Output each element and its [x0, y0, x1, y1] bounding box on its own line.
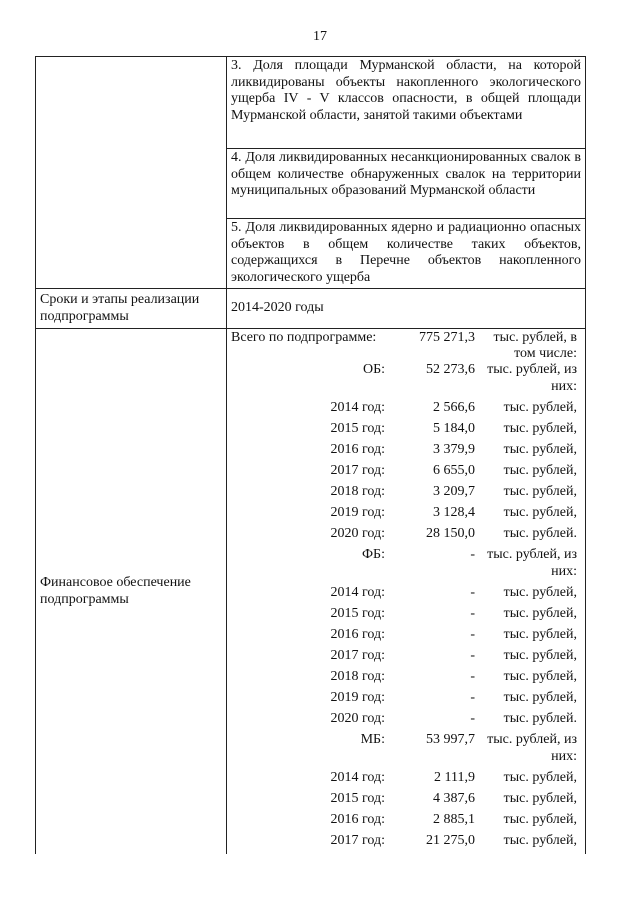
- financing-line-label: 2016 год:: [330, 442, 385, 457]
- financing-line-value: 28 150,0: [426, 526, 475, 541]
- financing-rows: [231, 330, 579, 853]
- financing-line: [231, 421, 579, 441]
- financing-line-label: 2017 год:: [330, 833, 385, 848]
- financing-line-unit: тыс. рублей,: [503, 648, 577, 663]
- financing-line-label: ОБ:: [362, 362, 385, 377]
- financing-line-label: 2015 год:: [330, 606, 385, 621]
- financing-line-value: -: [470, 585, 475, 600]
- financing-line: [231, 362, 579, 398]
- financing-line-value: -: [470, 547, 475, 562]
- financing-line: [231, 732, 579, 768]
- timeline-value: 2014-2020 годы: [227, 289, 586, 329]
- financing-line-unit: тыс. рублей, из них:: [487, 547, 577, 579]
- financing-line-unit: тыс. рублей,: [503, 690, 577, 705]
- financing-line-unit: тыс. рублей,: [503, 400, 577, 415]
- indicator-cell: [227, 57, 586, 149]
- financing-line: [231, 330, 579, 362]
- indicator-cell: [227, 149, 586, 219]
- financing-line-unit: тыс. рублей,: [503, 442, 577, 457]
- financing-line-value: -: [470, 648, 475, 663]
- timeline-row: [36, 289, 586, 329]
- financing-line-label: 2019 год:: [330, 690, 385, 705]
- financing-line-label: 2017 год:: [330, 648, 385, 663]
- financing-line-unit: тыс. рублей,: [503, 421, 577, 436]
- financing-line: [231, 606, 579, 626]
- financing-line: [231, 648, 579, 668]
- financing-line-value: 2 885,1: [433, 812, 475, 827]
- financing-line: [231, 690, 579, 710]
- indicator-text: 4. Доля ликвидированных несанкционированных свалок в общем количестве обнаруженных свалок на территории муниципальных образований Мурманской области: [231, 150, 581, 198]
- financing-line: [231, 442, 579, 462]
- indicator-row-3: [36, 57, 586, 149]
- financing-line-label: 2018 год:: [330, 484, 385, 499]
- financing-line-label: 2018 год:: [330, 669, 385, 684]
- financing-line: [231, 627, 579, 647]
- financing-line-unit: тыс. рублей.: [503, 711, 577, 726]
- financing-line-unit: тыс. рублей,: [503, 669, 577, 684]
- financing-line-unit: тыс. рублей,: [503, 585, 577, 600]
- page-number: 17: [313, 29, 327, 44]
- financing-line: [231, 669, 579, 689]
- financing-cell: [227, 329, 586, 855]
- financing-line-unit: тыс. рублей,: [503, 812, 577, 827]
- financing-line-value: -: [470, 669, 475, 684]
- financing-label: Финансовое обеспечение подпрограммы: [36, 329, 227, 855]
- financing-line-value: -: [470, 711, 475, 726]
- financing-line-value: 21 275,0: [426, 833, 475, 848]
- indicator-text: 5. Доля ликвидированных ядерно и радиационно опасных объектов в общем количестве таких объектов, содержащихся в Перечне объектов накопленного экологического ущерба: [231, 220, 581, 285]
- financing-line-unit: тыс. рублей,: [503, 484, 577, 499]
- financing-line-unit: тыс. рублей,: [503, 606, 577, 621]
- financing-line: [231, 526, 579, 546]
- financing-line-label: 2015 год:: [330, 421, 385, 436]
- financing-line: [231, 812, 579, 832]
- financing-line-label: МБ:: [360, 732, 385, 747]
- financing-line: [231, 711, 579, 731]
- financing-line: [231, 400, 579, 420]
- financing-line-value: -: [470, 627, 475, 642]
- financing-line-label: 2015 год:: [330, 791, 385, 806]
- timeline-label: Сроки и этапы реализации подпрограммы: [36, 289, 227, 329]
- financing-line: [231, 585, 579, 605]
- financing-line: [231, 484, 579, 504]
- financing-line-unit: тыс. рублей, из них:: [487, 362, 577, 394]
- financing-line-value: -: [470, 690, 475, 705]
- financing-line-value: 53 997,7: [426, 732, 475, 747]
- financing-line-value: -: [470, 606, 475, 621]
- financing-line-value: 52 273,6: [426, 362, 475, 377]
- financing-line-value: 3 209,7: [433, 484, 475, 499]
- financing-line: [231, 791, 579, 811]
- financing-line-label: 2020 год:: [330, 711, 385, 726]
- financing-line-unit: тыс. рублей,: [503, 627, 577, 642]
- financing-line: [231, 463, 579, 483]
- financing-line: [231, 770, 579, 790]
- financing-line: [231, 505, 579, 525]
- financing-line-value: 2 111,9: [434, 770, 475, 785]
- financing-line-unit: тыс. рублей,: [503, 505, 577, 520]
- financing-row: [36, 329, 586, 855]
- financing-line-unit: тыс. рублей,: [503, 770, 577, 785]
- financing-line-unit: тыс. рублей.: [503, 526, 577, 541]
- financing-line-label: 2016 год:: [330, 812, 385, 827]
- financing-line-label: 2017 год:: [330, 463, 385, 478]
- financing-line-value: 6 655,0: [433, 463, 475, 478]
- financing-line-value: 3 128,4: [433, 505, 475, 520]
- financing-line-unit: тыс. рублей,: [503, 791, 577, 806]
- subprogram-passport-table: [35, 56, 586, 854]
- financing-line-value: 2 566,6: [433, 400, 475, 415]
- financing-line-unit: тыс. рублей, из них:: [487, 732, 577, 764]
- financing-line-value: 5 184,0: [433, 421, 475, 436]
- financing-line-unit: тыс. рублей, в том числе:: [493, 330, 577, 361]
- financing-line-unit: тыс. рублей,: [503, 833, 577, 848]
- financing-line-value: 4 387,6: [433, 791, 475, 806]
- financing-line-label: 2014 год:: [330, 770, 385, 785]
- financing-line: [231, 547, 579, 583]
- financing-line-label: 2016 год:: [330, 627, 385, 642]
- indicator-cell: [227, 219, 586, 289]
- financing-line-label: 2014 год:: [330, 585, 385, 600]
- financing-line-label: ФБ:: [362, 547, 385, 562]
- indicators-left-cell: [36, 57, 227, 289]
- financing-line-label: Всего по подпрограмме:: [231, 330, 377, 345]
- financing-line-label: 2014 год:: [330, 400, 385, 415]
- financing-line-label: 2020 год:: [330, 526, 385, 541]
- financing-line-unit: тыс. рублей,: [503, 463, 577, 478]
- financing-line: [231, 833, 579, 853]
- financing-line-value: 775 271,3: [419, 330, 475, 345]
- financing-line-value: 3 379,9: [433, 442, 475, 457]
- indicator-text: 3. Доля площади Мурманской области, на которой ликвидированы объекты накопленного экологического ущерба IV - V классов опасности, в общей площади Мурманской области, занятой такими объектами: [231, 58, 581, 123]
- financing-line-label: 2019 год:: [330, 505, 385, 520]
